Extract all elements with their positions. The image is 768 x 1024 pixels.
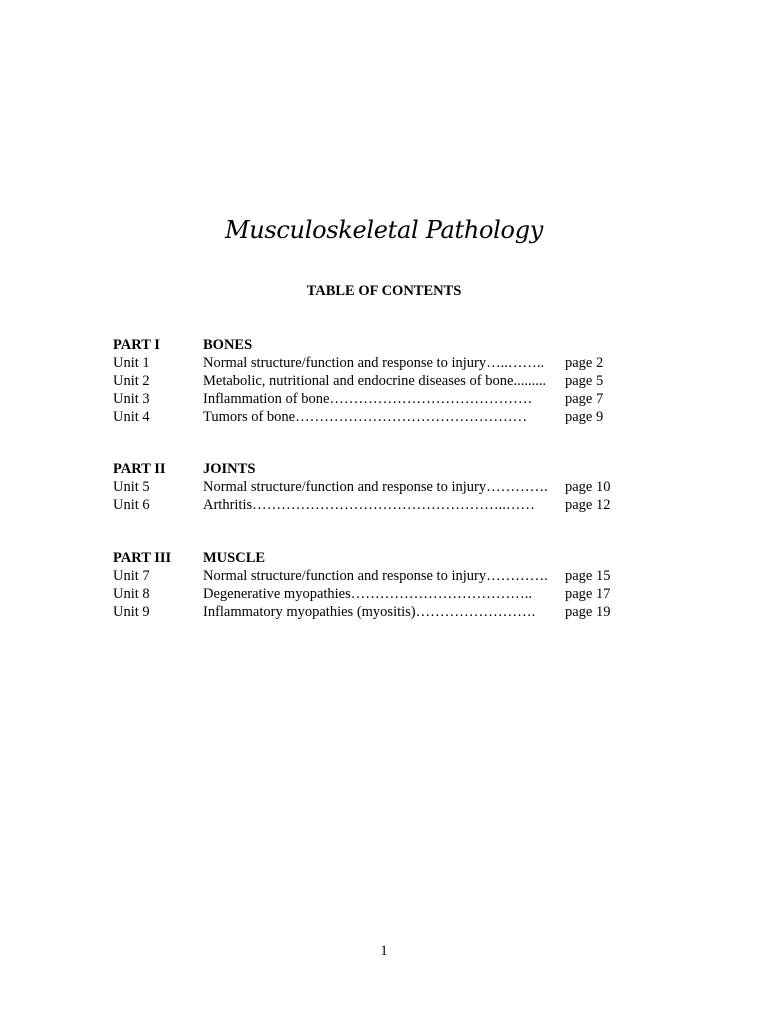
entry-page: page 15 — [565, 568, 611, 584]
part-name: JOINTS — [203, 461, 256, 477]
entry-page: page 9 — [565, 409, 604, 425]
unit-label: Unit 5 — [113, 479, 150, 495]
entry-page: page 7 — [565, 391, 604, 407]
entry-title: Inflammation of bone…………………………………… — [203, 391, 533, 407]
entry-page: page 5 — [565, 373, 604, 389]
toc-part-joints — [113, 460, 633, 514]
entry-title: Inflammatory myopathies (myositis)……………………. — [203, 604, 536, 620]
unit-label: Unit 4 — [113, 409, 150, 425]
toc-entry — [113, 372, 633, 390]
entry-title: Normal structure/function and response to injury…………. — [203, 568, 548, 584]
part-header-row — [113, 336, 633, 354]
toc-entry — [113, 390, 633, 408]
entry-page: page 12 — [565, 497, 611, 513]
toc-entry — [113, 585, 633, 603]
entry-title: Degenerative myopathies……………………………….. — [203, 586, 533, 602]
entry-page: page 17 — [565, 586, 611, 602]
toc-entry — [113, 567, 633, 585]
part-label: PART I — [113, 337, 160, 353]
entry-page: page 2 — [565, 355, 604, 371]
entry-page: page 19 — [565, 604, 611, 620]
part-name: BONES — [203, 337, 253, 353]
toc-entry — [113, 478, 633, 496]
entry-title: Arthritis……………………………………………..…… — [203, 497, 535, 513]
toc-part-bones — [113, 336, 633, 426]
part-label: PART II — [113, 461, 166, 477]
entry-title: Normal structure/function and response to injury…..…….. — [203, 355, 545, 371]
part-header-row — [113, 549, 633, 567]
unit-label: Unit 6 — [113, 497, 150, 513]
unit-label: Unit 3 — [113, 391, 150, 407]
toc-heading: TABLE OF CONTENTS — [306, 283, 462, 299]
part-header-row — [113, 460, 633, 478]
document-title: Musculoskeletal Pathology — [224, 216, 544, 244]
unit-label: Unit 8 — [113, 586, 150, 602]
entry-page: page 10 — [565, 479, 611, 495]
part-label: PART III — [113, 550, 172, 566]
unit-label: Unit 2 — [113, 373, 150, 389]
toc-entry — [113, 603, 633, 621]
entry-title: Metabolic, nutritional and endocrine diseases of bone......... — [203, 373, 547, 389]
toc-entry — [113, 496, 633, 514]
entry-title: Tumors of bone………………………………………… — [203, 409, 528, 425]
toc-entry — [113, 354, 633, 372]
part-name: MUSCLE — [203, 550, 266, 566]
unit-label: Unit 9 — [113, 604, 150, 620]
toc-part-muscle — [113, 549, 633, 621]
toc-entry — [113, 408, 633, 426]
page-number: 1 — [380, 943, 388, 959]
unit-label: Unit 7 — [113, 568, 150, 584]
entry-title: Normal structure/function and response to injury…………. — [203, 479, 548, 495]
unit-label: Unit 1 — [113, 355, 150, 371]
